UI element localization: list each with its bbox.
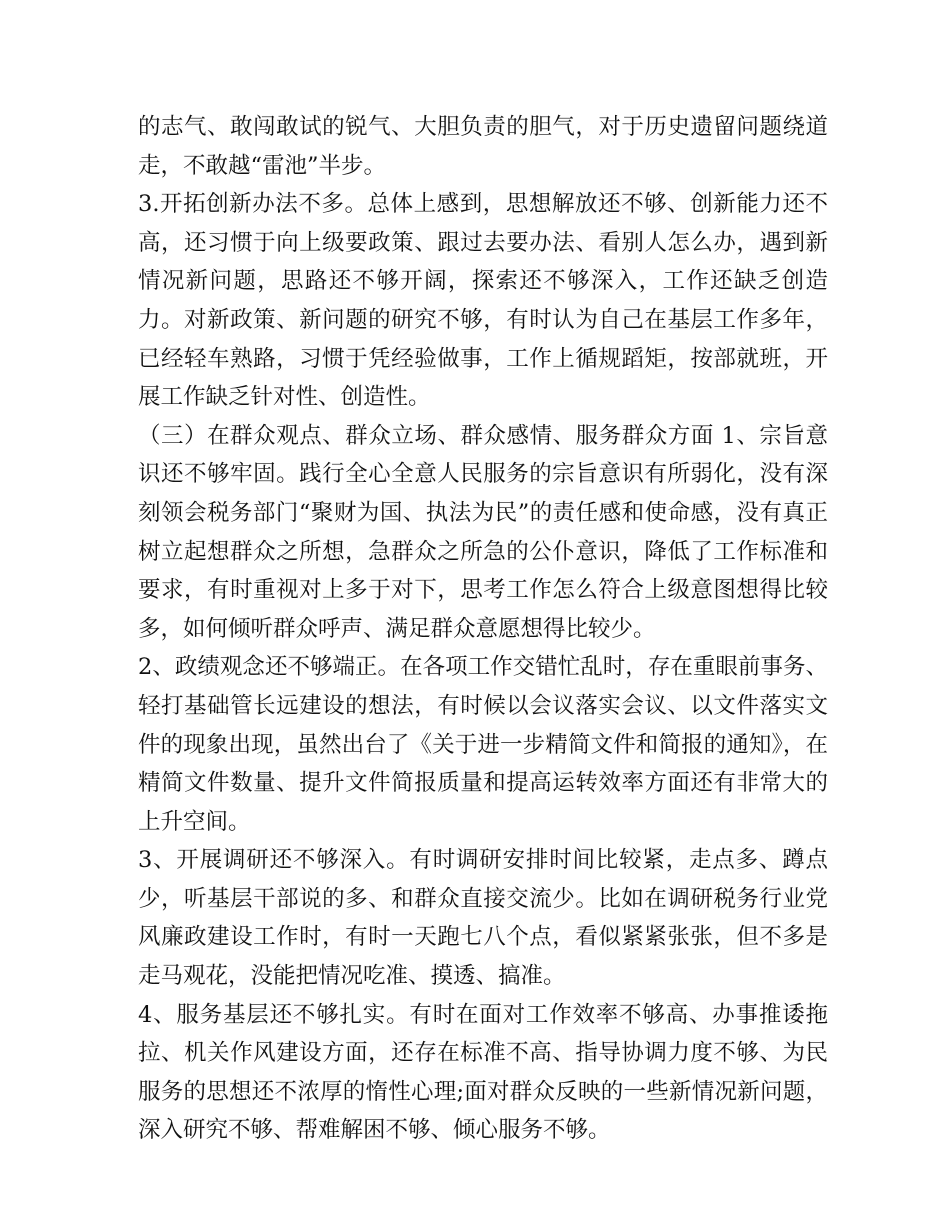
paragraph-continuation: 的志气、敢闯敢试的锐气、大胆负责的胆气，对于历史遗留问题绕道走，不敢越“雷池”半步。 (138, 114, 828, 179)
paragraph-grassroots-service: 4、服务基层还不够扎实。有时在面对工作效率不够高、办事推诿拖拉、机关作风建设方面，还存在标准不高、指导协调力度不够、为民服务的思想还不浓厚的惰性心理;面对群众反映的一些新情况新问题，深入研究不够、帮难解困不够、倾心服务不够。 (138, 1001, 828, 1144)
paragraph-section-three: （三）在群众观点、群众立场、群众感情、服务群众方面 1、宗旨意识还不够牢固。践行全心全意人民服务的宗旨意识有所弱化，没有深刻领会税务部门“聚财为国、执法为民”的责任感和使命感，没有真正树立起想群众之所想，急群众之所急的公仆意识，降低了工作标准和要求，有时重视对上多于对下，思考工作怎么符合上级意图想得比较多，如何倾听群众呼声、满足群众意愿想得比较少。 (138, 422, 828, 642)
paragraph-research: 3、开展调研还不够深入。有时调研安排时间比较紧，走点多、蹲点少，听基层干部说的多、和群众直接交流少。比如在调研税务行业党风廉政建设工作时，有时一天跑七八个点，看似紧紧张张，但不多是走马观花，没能把情况吃准、摸透、搞准。 (138, 847, 828, 990)
document-body (138, 108, 828, 1150)
paragraph-innovation: 3.开拓创新办法不多。总体上感到，思想解放还不够、创新能力还不高，还习惯于向上级要政策、跟过去要办法、看别人怎么办，遇到新情况新问题，思路还不够开阔，探索还不够深入，工作还缺乏创造力。对新政策、新问题的研究不够，有时认为自己在基层工作多年，已经轻车熟路，习惯于凭经验做事，工作上循规蹈矩，按部就班，开展工作缺乏针对性、创造性。 (138, 191, 828, 411)
paragraph-performance-view: 2、政绩观念还不够端正。在各项工作交错忙乱时，存在重眼前事务、轻打基础管长远建设的想法，有时候以会议落实会议、以文件落实文件的现象出现，虽然出台了《关于进一步精简文件和简报的通知》，在精简文件数量、提升文件简报质量和提高运转效率方面还有非常大的上升空间。 (138, 654, 828, 835)
